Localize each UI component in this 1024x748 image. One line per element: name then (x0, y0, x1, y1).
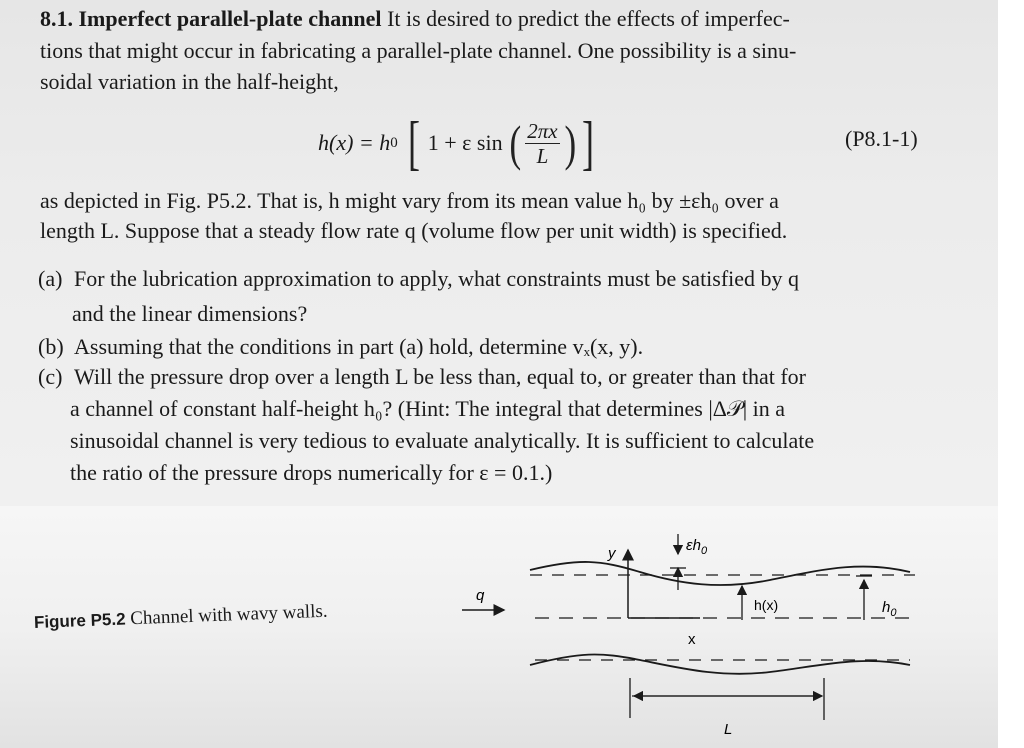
after-line-1: as depicted in Fig. P5.2. That is, h might vary from its mean value h₀ by ±εh₀ over a (40, 188, 779, 213)
equation-p8-1-1 (318, 108, 598, 178)
equation-lhs-sub: 0 (390, 134, 398, 151)
right-paren: ) (564, 115, 576, 171)
figure-caption-label: Figure P5.2 (33, 609, 126, 632)
L-label: L (724, 721, 733, 738)
eps-h0-label: $\varepsilon h_0$ (686, 537, 708, 557)
intro-line-3: soidal variation in the half-height, (40, 69, 339, 94)
hx-label: h(x) (754, 597, 779, 613)
wavy-channel-diagram (440, 520, 940, 745)
equation-lhs: h(x) = h (318, 130, 391, 155)
figure-caption-text: Channel with wavy walls. (129, 600, 328, 630)
problem-title: Imperfect parallel-plate channel (78, 6, 382, 31)
y-axis-label: y (608, 545, 616, 562)
part-c-label: (c) (38, 364, 63, 389)
equation-numerator: 2πx (527, 118, 558, 143)
x-axis-label: x (688, 631, 696, 648)
equation-inner: 1 + ε sin (427, 130, 503, 155)
q-label: q (476, 587, 485, 604)
part-c-line-3: sinusoidal channel is very tedious to evaluate analytically. It is sufficient to calculate (70, 428, 815, 453)
part-b-line-1: Assuming that the conditions in part (a) hold, determine vₓ(x, y). (74, 334, 644, 359)
problem-heading-line (40, 6, 790, 32)
part-b-label: (b) (38, 334, 64, 359)
left-paren: ( (509, 115, 521, 171)
part-c-line-1: Will the pressure drop over a length L be less than, equal to, or greater than that for (74, 364, 806, 389)
equation-fraction (525, 119, 559, 168)
after-line-2: length L. Suppose that a steady flow rate q (volume flow per unit width) is specified. (40, 218, 788, 243)
intro-line-2: tions that might occur in fabricating a parallel-plate channel. One possibility is a sinu- (40, 38, 797, 63)
equation-label: (P8.1-1) (845, 126, 918, 151)
lower-wall (530, 655, 910, 674)
part-a-line-2: and the linear dimensions? (72, 301, 308, 326)
problem-number: 8.1. (40, 6, 73, 31)
part-a-label: (a) (38, 266, 63, 291)
part-a-line-1: For the lubrication approximation to apply, what constraints must be satisfied by q (74, 266, 800, 291)
h0-label: $h_0$ (882, 599, 897, 619)
part-c-line-4: the ratio of the pressure drops numerically for ε = 0.1.) (70, 460, 553, 485)
upper-wall (530, 562, 910, 585)
left-bracket: [ (407, 110, 420, 176)
page-margin (998, 0, 1024, 748)
equation-denominator: L (536, 143, 549, 168)
intro-line-1: It is desired to predict the effects of imperfec- (387, 6, 790, 31)
part-c-line-2: a channel of constant half-height h₀? (Hint: The integral that determines |Δ𝒫| in a (70, 396, 786, 421)
right-bracket: ] (582, 110, 595, 176)
